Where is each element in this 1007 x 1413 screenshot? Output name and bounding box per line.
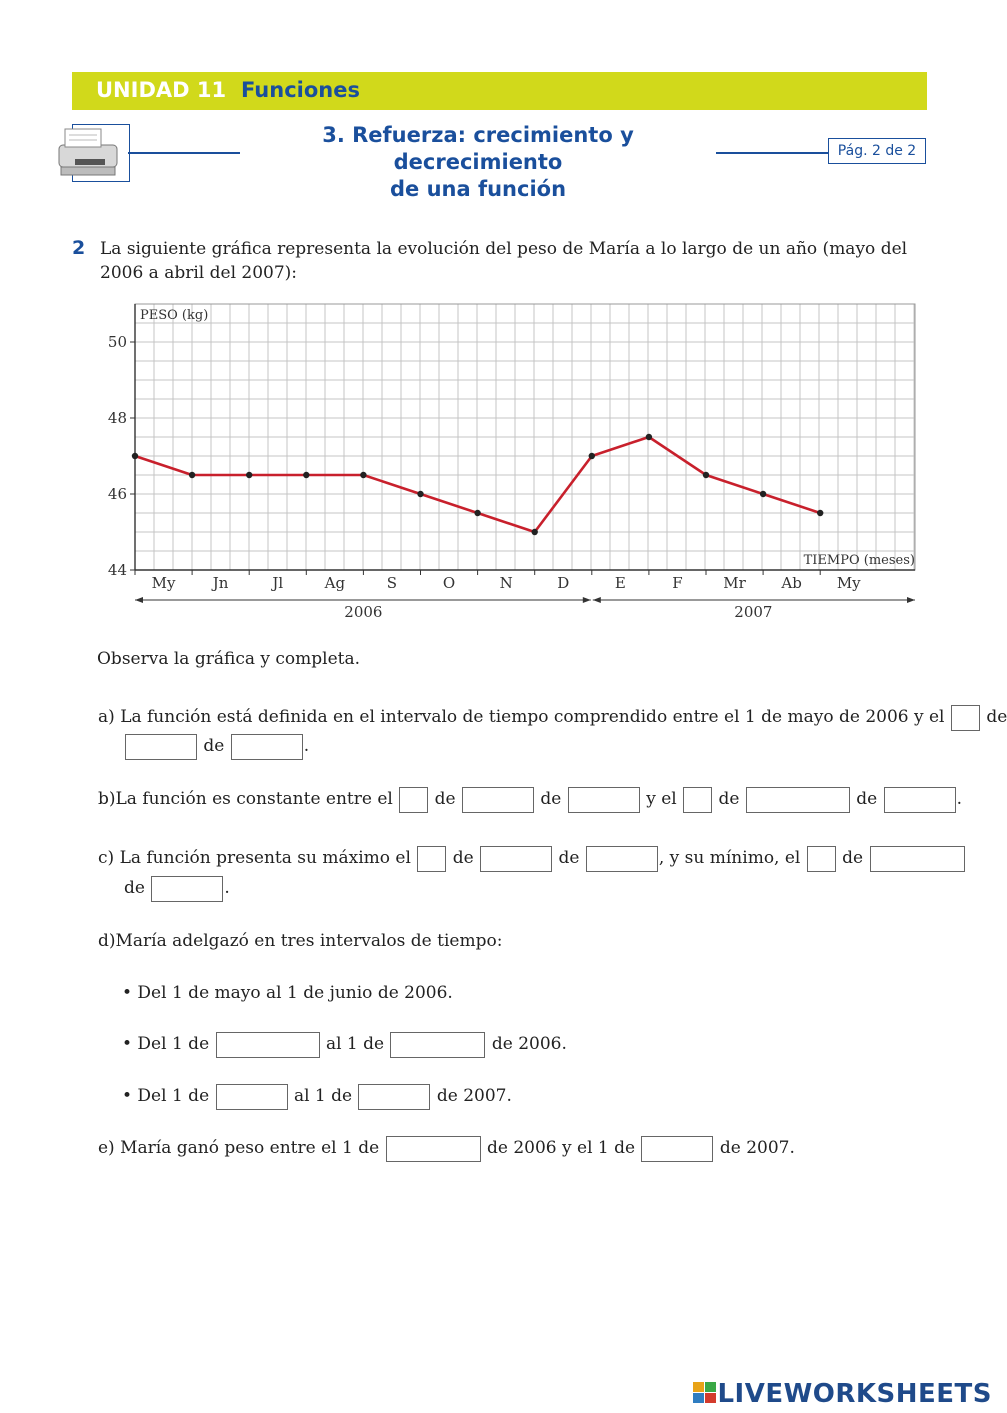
item-c-text-4: , y su mínimo, el: [658, 848, 801, 868]
month-label: D: [557, 574, 570, 592]
item-a-text-4: .: [303, 736, 310, 756]
answer-box-d2-to-month[interactable]: [390, 1032, 485, 1058]
month-label: My: [151, 574, 176, 592]
liveworksheets-logo: [693, 1379, 992, 1409]
liveworksheets-mark-icon: [693, 1382, 717, 1404]
item-d-bullet-2-text-1: • Del 1 de: [122, 1034, 210, 1054]
answer-box-e-from-month[interactable]: [386, 1136, 481, 1162]
answer-box-a-year[interactable]: [231, 734, 303, 760]
unit-number: UNIDAD 11: [96, 78, 227, 102]
item-d-line: [98, 926, 502, 956]
exercise-number: 2: [72, 237, 86, 259]
answer-box-b-month-2[interactable]: [746, 787, 850, 813]
answer-box-c-max-year[interactable]: [586, 846, 658, 872]
item-c-text-3: de: [558, 848, 580, 868]
month-label: Ag: [324, 574, 346, 592]
page-title: [240, 122, 716, 203]
data-point: [417, 491, 423, 497]
item-d-bullet-2-text-3: de 2006.: [491, 1034, 567, 1054]
answer-box-b-day-1[interactable]: [399, 787, 428, 813]
y-axis-label: PESO (kg): [140, 308, 209, 323]
item-b-text-6: de: [856, 789, 878, 809]
answer-box-d2-from-month[interactable]: [216, 1032, 320, 1058]
item-a-label: a): [98, 707, 115, 727]
exercise-statement: La siguiente gráfica representa la evolución del peso de María a lo largo de un año (mayo del 2006 a abril del 2007):: [100, 239, 908, 283]
item-c-text-2: de: [452, 848, 474, 868]
answer-box-b-day-2[interactable]: [683, 787, 712, 813]
item-c-text-5: de: [842, 848, 864, 868]
answer-box-b-month-1[interactable]: [462, 787, 534, 813]
year-2006-arrow-head-left: [135, 597, 143, 603]
item-b-label: b): [98, 789, 116, 809]
item-d-label: d): [98, 931, 116, 951]
item-e-text-2: de 2006 y el 1 de: [486, 1138, 636, 1158]
item-e-line: [98, 1133, 795, 1163]
answer-box-a-month[interactable]: [125, 734, 197, 760]
title-line-1: 3. Refuerza: crecimiento y decrecimiento: [322, 123, 634, 174]
data-point: [360, 472, 366, 478]
answer-box-c-max-month[interactable]: [480, 846, 552, 872]
item-d-bullet-2-text-2: al 1 de: [325, 1034, 385, 1054]
item-d-bullet-3-text-2: al 1 de: [293, 1086, 353, 1106]
answer-box-b-year-1[interactable]: [568, 787, 640, 813]
title-rule-right: [716, 152, 828, 154]
title-line-2: de una función: [389, 177, 567, 201]
y-tick-label: 48: [107, 409, 127, 427]
item-b-text-2: de: [434, 789, 456, 809]
unit-name: Funciones: [241, 78, 360, 102]
item-c-line-1: [98, 843, 966, 873]
item-b-text-5: de: [718, 789, 740, 809]
item-e-text-1: María ganó peso entre el 1 de: [120, 1138, 380, 1158]
item-d-bullet-2: [122, 1029, 567, 1059]
month-label: Jn: [212, 574, 229, 592]
item-b-text-4: y el: [646, 789, 677, 809]
month-label: E: [614, 574, 626, 592]
month-label: My: [836, 574, 861, 592]
month-label: Mr: [723, 574, 746, 592]
data-point: [703, 472, 709, 478]
item-d-bullet-3: [122, 1081, 512, 1111]
printer-icon: [72, 124, 130, 182]
item-d-bullet-3-text-3: de 2007.: [436, 1086, 512, 1106]
item-a-text-3: de: [203, 736, 225, 756]
answer-box-c-min-day[interactable]: [807, 846, 836, 872]
item-b-text-1: La función es constante entre el: [115, 789, 393, 809]
item-a-text-1: La función está definida en el intervalo de tiempo comprendido entre el 1 de mayo de 2006 y el: [120, 707, 945, 727]
y-tick-label: 46: [107, 485, 127, 503]
year-label-2007: 2007: [734, 603, 773, 621]
x-axis-label: TIEMPO (meses): [803, 553, 915, 568]
item-b-text-3: de: [540, 789, 562, 809]
item-c-text-7: .: [224, 878, 230, 898]
item-d-bullet-1: • Del 1 de mayo al 1 de junio de 2006.: [122, 983, 453, 1003]
item-d-text-1: María adelgazó en tres intervalos de tiempo:: [115, 931, 503, 951]
weight-series-line: [135, 437, 820, 532]
month-label: Jl: [272, 574, 284, 592]
year-label-2006: 2006: [344, 603, 383, 621]
weight-line-chart: [100, 298, 930, 623]
month-label: F: [672, 574, 683, 592]
answer-box-a-day[interactable]: [951, 705, 980, 731]
title-rule-left: [128, 152, 240, 154]
data-point: [474, 510, 480, 516]
instruction-text: Observa la gráfica y completa.: [97, 649, 361, 669]
data-point: [532, 529, 538, 535]
item-a-text-2: de: [986, 707, 1007, 727]
logo-text: LIVEWORKSHEETS: [717, 1379, 992, 1409]
answer-box-e-to-month[interactable]: [641, 1136, 713, 1162]
data-point: [646, 434, 652, 440]
data-point: [132, 453, 138, 459]
item-c-label: c): [98, 848, 115, 868]
answer-box-c-min-year[interactable]: [151, 876, 223, 902]
item-b-line: [98, 784, 962, 814]
item-d-bullet-3-text-1: • Del 1 de: [122, 1086, 210, 1106]
month-label: O: [442, 574, 456, 592]
data-point: [589, 453, 595, 459]
answer-box-d3-from-month[interactable]: [216, 1084, 288, 1110]
year-2006-arrow-head-right: [583, 597, 591, 603]
data-point: [189, 472, 195, 478]
item-e-text-3: de 2007.: [719, 1138, 795, 1158]
answer-box-c-min-month[interactable]: [870, 846, 965, 872]
month-label: Ab: [781, 574, 802, 592]
item-c-text-6: de: [124, 878, 145, 898]
month-label: S: [386, 574, 398, 592]
item-a-line-2: [124, 731, 309, 761]
answer-box-d3-to-month[interactable]: [358, 1084, 430, 1110]
page-indicator: Pág. 2 de 2: [828, 138, 926, 164]
y-tick-label: 44: [107, 561, 127, 579]
data-point: [817, 510, 823, 516]
item-e-label: e): [98, 1138, 115, 1158]
data-point: [246, 472, 252, 478]
answer-box-b-year-2[interactable]: [884, 787, 956, 813]
item-b-text-7: .: [956, 789, 963, 809]
answer-box-c-max-day[interactable]: [417, 846, 446, 872]
data-point: [760, 491, 766, 497]
year-2007-arrow-head-left: [593, 597, 601, 603]
item-a-line-1: [98, 702, 1007, 732]
item-c-text-1: La función presenta su máximo el: [119, 848, 411, 868]
data-point: [303, 472, 309, 478]
y-tick-label: 50: [107, 333, 127, 351]
month-label: N: [499, 574, 513, 592]
year-2007-arrow-head-right: [907, 597, 915, 603]
item-c-line-2: [124, 873, 230, 903]
